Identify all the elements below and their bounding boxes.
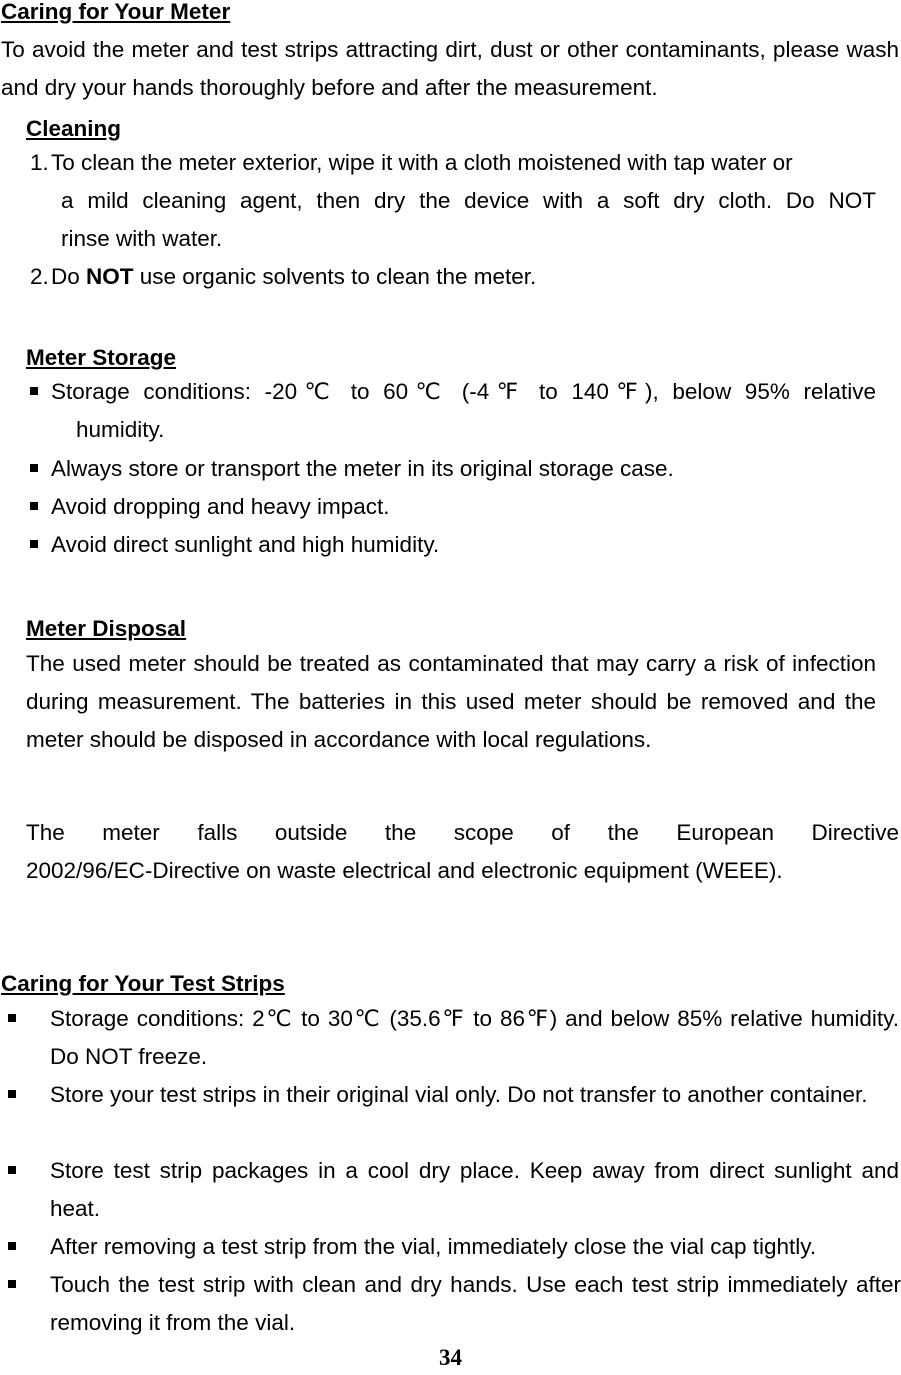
meter-intro: To avoid the meter and test strips attracting dirt, dust or other contaminants, please wash and dry your hands thoroughly before and after the measurement. — [1, 37, 899, 100]
bullet-icon — [8, 1280, 16, 1288]
cleaning-item2-bold: NOT — [86, 264, 134, 289]
bullet-icon — [30, 502, 38, 510]
storage-heading: Meter Storage — [26, 345, 177, 370]
cleaning-item2 — [51, 258, 536, 296]
cleaning-item2-pre: Do — [51, 264, 87, 289]
disposal-para1: The used meter should be treated as contaminated that may carry a risk of infection during measurement. The batteries in this used meter should be removed and the meter should be disposed in accordance with local regulations. — [26, 651, 876, 752]
cleaning-item2-number: 2. — [30, 264, 49, 289]
cleaning-item1-line3: rinse with water. — [61, 226, 223, 251]
cleaning-item1-number: 1. — [30, 150, 49, 175]
cleaning-item2-post: use organic solvents to clean the meter. — [133, 264, 537, 289]
strips-item-3: Store test strip packages in a cool dry place. Keep away from direct sunlight and heat. — [50, 1158, 899, 1221]
storage-item3: Avoid dropping and heavy impact. — [51, 494, 390, 519]
page-number: 34 — [439, 1345, 462, 1370]
section-title-strips: Caring for Your Test Strips — [1, 971, 285, 996]
cleaning-heading: Cleaning — [26, 116, 122, 141]
bullet-icon — [30, 387, 38, 395]
bullet-icon — [30, 464, 38, 472]
bullet-icon — [8, 1166, 16, 1174]
disposal-para2-line1: The meter falls outside the scope of the European Directive — [26, 820, 899, 845]
storage-item1-line1: Storage conditions: -20℃ to 60℃ (-4℉ to 140℉), below 95% relative — [51, 379, 876, 404]
strips-item-4: After removing a test strip from the vial, immediately close the vial cap tightly. — [50, 1234, 817, 1259]
strips-item-1: Storage conditions: 2℃ to 30℃ (35.6℉ to 86℉) and below 85% relative humidity. Do NOT freeze. — [50, 1006, 899, 1069]
storage-item1-line2: humidity. — [76, 417, 165, 442]
strips-item-2: Store your test strips in their original vial only. Do not transfer to another container. — [50, 1082, 868, 1107]
disposal-heading: Meter Disposal — [26, 616, 187, 641]
cleaning-item1-line1: To clean the meter exterior, wipe it with a cloth moistened with tap water or — [51, 150, 793, 175]
disposal-para2-line2: 2002/96/EC-Directive on waste electrical and electronic equipment (WEEE). — [26, 858, 783, 883]
storage-item4: Avoid direct sunlight and high humidity. — [51, 532, 440, 557]
bullet-icon — [8, 1242, 16, 1250]
strips-item-5: Touch the test strip with clean and dry hands. Use each test strip immediately after removing it from the vial. — [50, 1272, 901, 1335]
bullet-icon — [8, 1090, 16, 1098]
bullet-icon — [8, 1014, 16, 1022]
cleaning-item1-line2: a mild cleaning agent, then dry the device with a soft dry cloth. Do NOT — [61, 188, 876, 213]
bullet-icon — [30, 540, 38, 548]
section-title-meter: Caring for Your Meter — [1, 0, 231, 24]
storage-item2: Always store or transport the meter in its original storage case. — [51, 456, 674, 481]
